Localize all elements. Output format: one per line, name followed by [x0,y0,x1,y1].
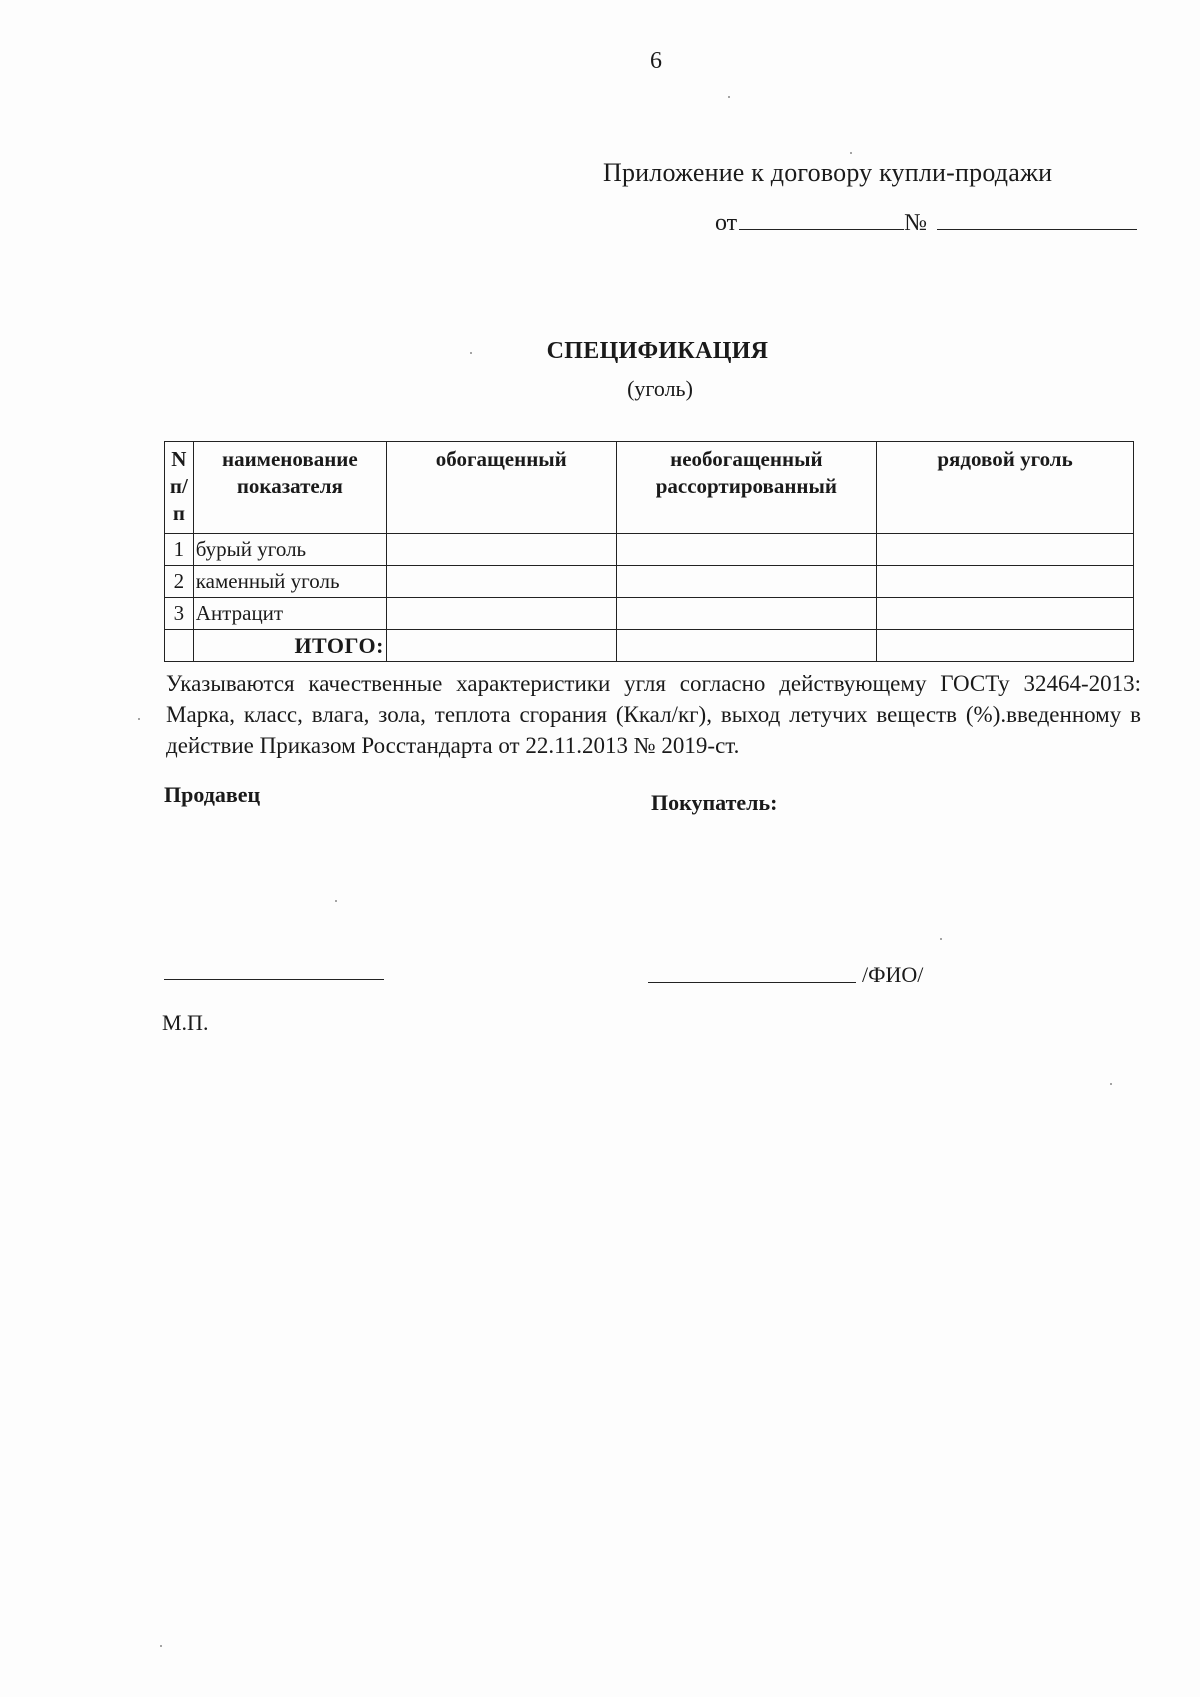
total-num-cell [165,630,194,662]
seller-label: Продавец [164,782,261,807]
cell-unenriched-sorted [616,598,876,630]
row-num: 3 [165,598,194,630]
document-subtitle: (уголь) [627,376,693,401]
row-name: Антрацит [193,598,386,630]
table-total-row [165,630,1134,662]
scan-speck [138,718,140,720]
header-enriched: обогащенный [386,442,616,534]
scan-speck [1110,1083,1112,1085]
number-sign: № [904,210,928,236]
document-title: СПЕЦИФИКАЦИЯ [546,338,769,364]
appendix-title: Приложение к договору купли-продажи [603,158,1053,187]
quality-note: Указываются качественные характеристики угля согласно действующему ГОСТу 32464-2013: Марка, класс, влага, зола, теплота сгорания (Ккал/кг), выход летучих веществ (%).введенному в действие Приказом Росстандарта от 22.11.2013 № 2019-ст. [166,671,1141,758]
table-row [165,566,1134,598]
cell-unenriched-sorted [616,566,876,598]
header-num: N п/ п [165,442,194,534]
cell-enriched [386,534,616,566]
header-name: наименование показателя [193,442,386,534]
row-num: 1 [165,534,194,566]
scan-speck [160,1645,162,1647]
total-ordinary [877,630,1134,662]
specification-table [164,441,1134,662]
seller-signature-line [164,978,384,980]
scan-speck [728,96,730,98]
date-prefix: от [715,210,738,236]
stamp-label: М.П. [162,1010,209,1035]
scan-speck [940,938,942,940]
header-unenriched-sorted: необогащенный рассортированный [616,442,876,534]
scan-speck [335,900,337,902]
row-name: бурый уголь [193,534,386,566]
header-ordinary: рядовой уголь [877,442,1134,534]
cell-ordinary [877,534,1134,566]
cell-enriched [386,598,616,630]
buyer-fio-label: /ФИО/ [862,962,924,987]
buyer-label: Покупатель: [651,790,778,815]
cell-ordinary [877,598,1134,630]
buyer-signature-line [648,981,856,983]
total-unenriched-sorted [616,630,876,662]
page-number: 6 [650,48,662,74]
scan-speck [470,352,472,354]
table-row [165,534,1134,566]
cell-unenriched-sorted [616,534,876,566]
row-name: каменный уголь [193,566,386,598]
table-header-row [165,442,1134,534]
contract-date-blank [739,211,904,230]
total-enriched [386,630,616,662]
contract-number-blank [937,211,1137,230]
cell-ordinary [877,566,1134,598]
scan-speck [850,152,852,154]
total-label: ИТОГО: [193,630,386,662]
contract-reference-line [715,210,1137,237]
table-row [165,598,1134,630]
cell-enriched [386,566,616,598]
row-num: 2 [165,566,194,598]
